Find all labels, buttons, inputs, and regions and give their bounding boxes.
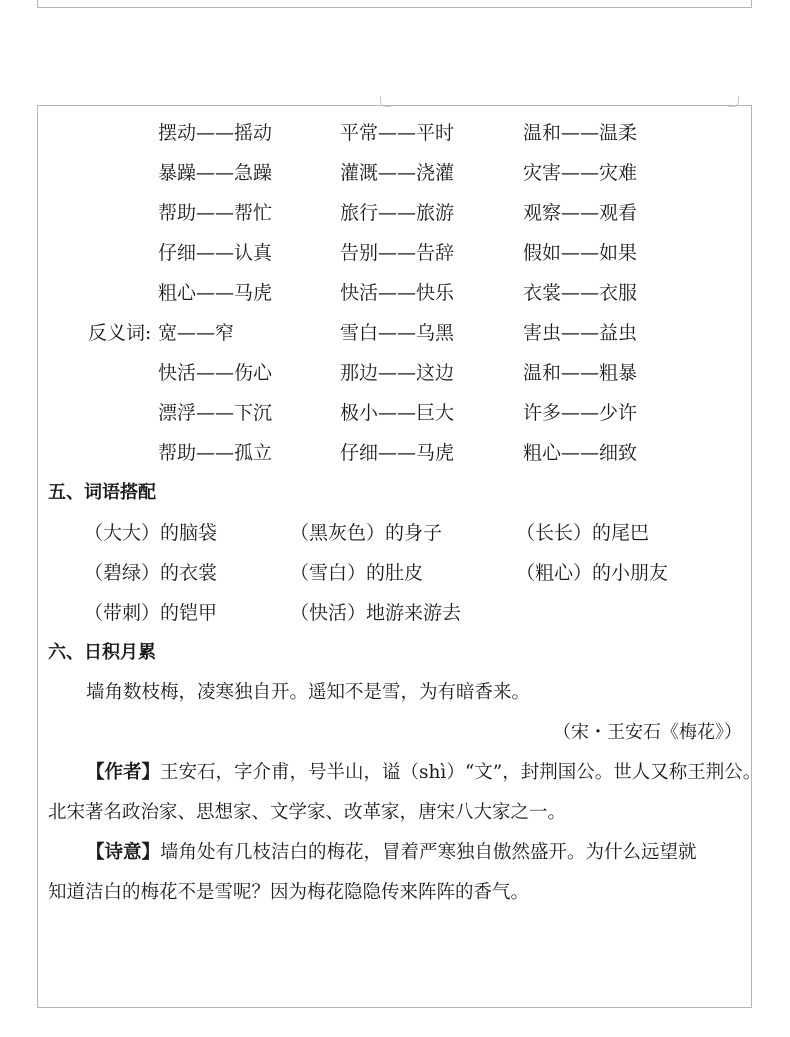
synonym-pair: 帮助——帮忙 — [158, 202, 273, 224]
synonym-pair: 暴躁——急躁 — [158, 162, 273, 184]
antonym-pair: 雪白——乌黑 — [340, 322, 455, 344]
collocation-item: （带刺）的铠甲 — [84, 602, 218, 624]
synonym-pair: 假如——如果 — [523, 242, 638, 264]
synonym-pair: 旅行——旅游 — [340, 202, 455, 224]
antonym-pair: 那边——这边 — [340, 362, 455, 384]
synonym-pair: 衣裳——衣服 — [523, 282, 638, 304]
synonym-pair: 灌溉——浇灌 — [340, 162, 455, 184]
antonym-pair: 害虫——益虫 — [523, 322, 638, 344]
section-6-title: 六、日积月累 — [48, 642, 156, 663]
antonym-pair: 漂浮——下沉 — [158, 402, 273, 424]
antonym-label: 反义词: — [88, 322, 152, 344]
collocation-item: （快活）地游来游去 — [290, 602, 462, 624]
author-tag: 【作者】 — [86, 762, 161, 783]
collocation-item: （长长）的尾巴 — [516, 522, 650, 544]
section-5-title: 五、词语搭配 — [48, 482, 156, 503]
meaning-text-1: 墙角处有几枝洁白的梅花，冒着严寒独自傲然盛开。为什么远望就 — [160, 842, 697, 863]
synonym-pair: 摆动——摇动 — [158, 122, 273, 144]
meaning-tag: 【诗意】 — [86, 842, 161, 863]
author-text-1: 王安石，字介甫，号半山，谥（shì）“文”，封荆国公。世人又称王荆公。 — [160, 762, 762, 783]
collocation-item: （黑灰色）的身子 — [290, 522, 443, 544]
antonym-pair: 快活——伤心 — [158, 362, 273, 384]
synonym-pair: 快活——快乐 — [340, 282, 455, 304]
poem — [48, 673, 748, 713]
antonym-pair: 温和——粗暴 — [523, 362, 638, 384]
synonym-pair: 温和——温柔 — [523, 122, 638, 144]
author-text-2: 北宋著名政治家、思想家、文学家、改革家，唐宋八大家之一。 — [48, 802, 567, 823]
synonym-pair: 观察——观看 — [523, 202, 638, 224]
meaning-line-1 — [48, 833, 748, 873]
antonym-pair: 宽——窄 — [158, 322, 235, 344]
author-line-1 — [48, 753, 762, 793]
synonym-pair: 平常——平时 — [340, 122, 455, 144]
poem-source: （宋・王安石《梅花》） — [553, 722, 742, 743]
antonym-pair: 帮助——孤立 — [158, 442, 273, 464]
antonym-pair: 极小——巨大 — [340, 402, 455, 424]
meaning-text-2: 知道洁白的梅花不是雪呢？因为梅花隐隐传来阵阵的香气。 — [48, 882, 530, 903]
synonym-pair: 仔细——认真 — [158, 242, 273, 264]
collocation-item: （粗心）的小朋友 — [516, 562, 669, 584]
synonym-pair: 粗心——马虎 — [158, 282, 273, 304]
poem-text: 墙角数枝梅，凌寒独自开。遥知不是雪，为有暗香来。 — [86, 682, 531, 703]
collocation-item: （雪白）的肚皮 — [290, 562, 424, 584]
synonym-pair: 灾害——灾难 — [523, 162, 638, 184]
collocation-item: （碧绿）的衣裳 — [84, 562, 218, 584]
antonym-pair: 粗心——细致 — [523, 442, 638, 464]
collocation-item: （大大）的脑袋 — [84, 522, 218, 544]
synonym-pair: 告别——告辞 — [340, 242, 455, 264]
antonym-pair: 仔细——马虎 — [340, 442, 455, 464]
meaning-paragraph — [48, 833, 748, 913]
antonym-pair: 许多——少许 — [523, 402, 638, 424]
author-paragraph — [48, 753, 762, 833]
